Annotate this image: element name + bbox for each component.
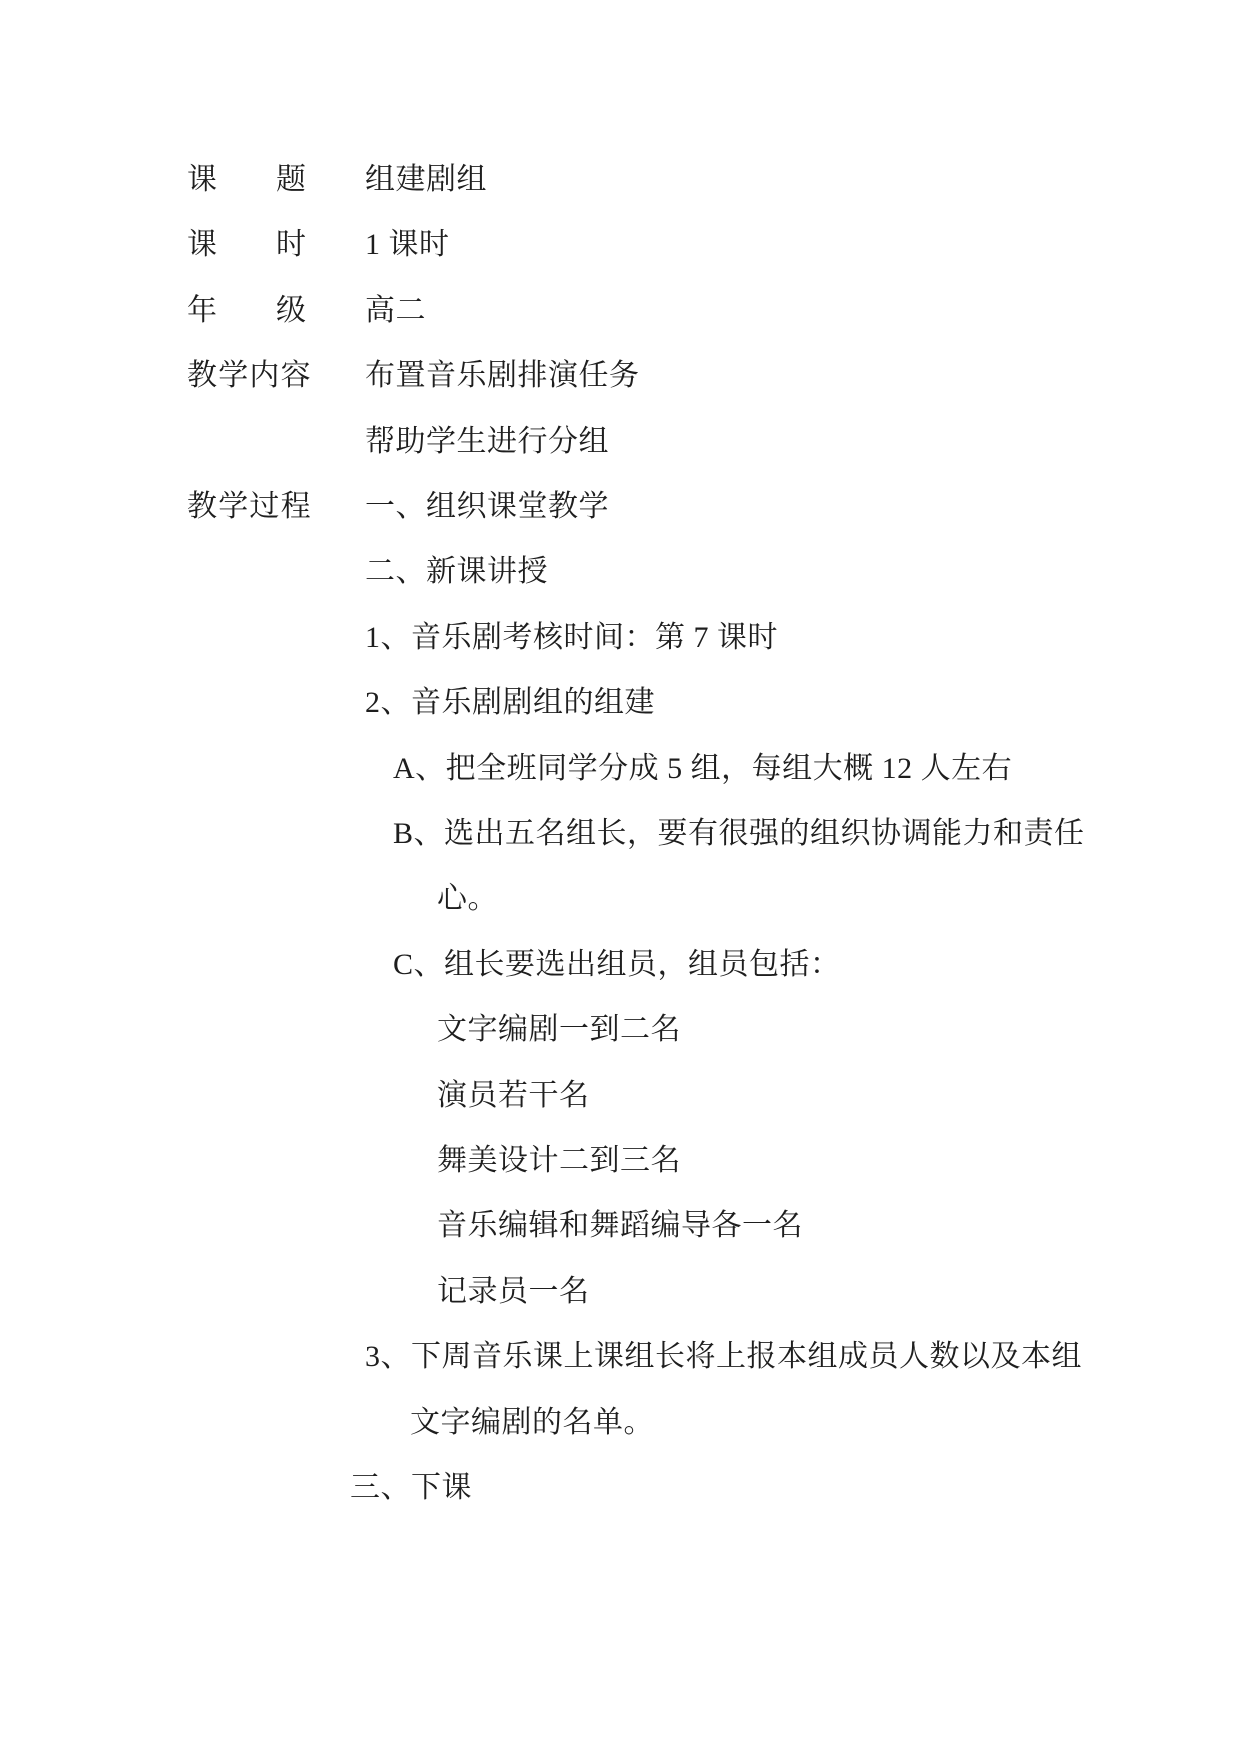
topic-value: 组建剧组	[365, 163, 487, 196]
role-item-5: 记录员一名	[437, 1275, 590, 1308]
topic-label	[187, 147, 306, 213]
grade-label	[187, 278, 306, 344]
role-item-1: 文字编剧一到二名	[437, 1013, 681, 1046]
process-step-2: 二、新课讲授	[365, 555, 548, 588]
item-2-sub-b: B、选出五名组长，要有很强的组织协调能力和责任	[393, 817, 1085, 850]
process-step-1: 一、组织课堂教学	[365, 490, 609, 523]
hours-label-char-2: 时	[276, 228, 306, 261]
step-2-item-1: 1、音乐剧考核时间：第 7 课时	[365, 621, 778, 654]
hours-label	[187, 212, 306, 278]
content-line-1: 布置音乐剧排演任务	[365, 359, 640, 392]
hours-label-char-1: 课	[187, 228, 217, 261]
process-step-3: 三、下课	[350, 1471, 472, 1504]
topic-label-char-1: 课	[187, 163, 217, 196]
item-2-sub-b-continuation: 心。	[437, 882, 498, 915]
role-item-2: 演员若干名	[437, 1079, 590, 1112]
grade-label-char-1: 年	[187, 294, 217, 327]
content-label: 教学内容	[187, 359, 312, 392]
item-2-sub-a: A、把全班同学分成 5 组，每组大概 12 人左右	[393, 752, 1013, 785]
grade-label-char-2: 级	[276, 294, 306, 327]
step-2-item-3: 3、下周音乐课上课组长将上报本组成员人数以及本组	[365, 1340, 1082, 1373]
step-2-item-2: 2、音乐剧剧组的组建	[365, 686, 655, 719]
topic-label-char-2: 题	[276, 163, 306, 196]
role-item-4: 音乐编辑和舞蹈编导各一名	[437, 1209, 803, 1242]
item-2-sub-c: C、组长要选出组员，组员包括：	[393, 948, 841, 981]
role-item-3: 舞美设计二到三名	[437, 1144, 681, 1177]
process-label: 教学过程	[187, 490, 312, 523]
content-line-2: 帮助学生进行分组	[365, 425, 609, 458]
hours-value: 1 课时	[365, 228, 450, 261]
step-2-item-3-continuation: 文字编剧的名单。	[410, 1406, 654, 1439]
grade-value: 高二	[365, 294, 426, 327]
